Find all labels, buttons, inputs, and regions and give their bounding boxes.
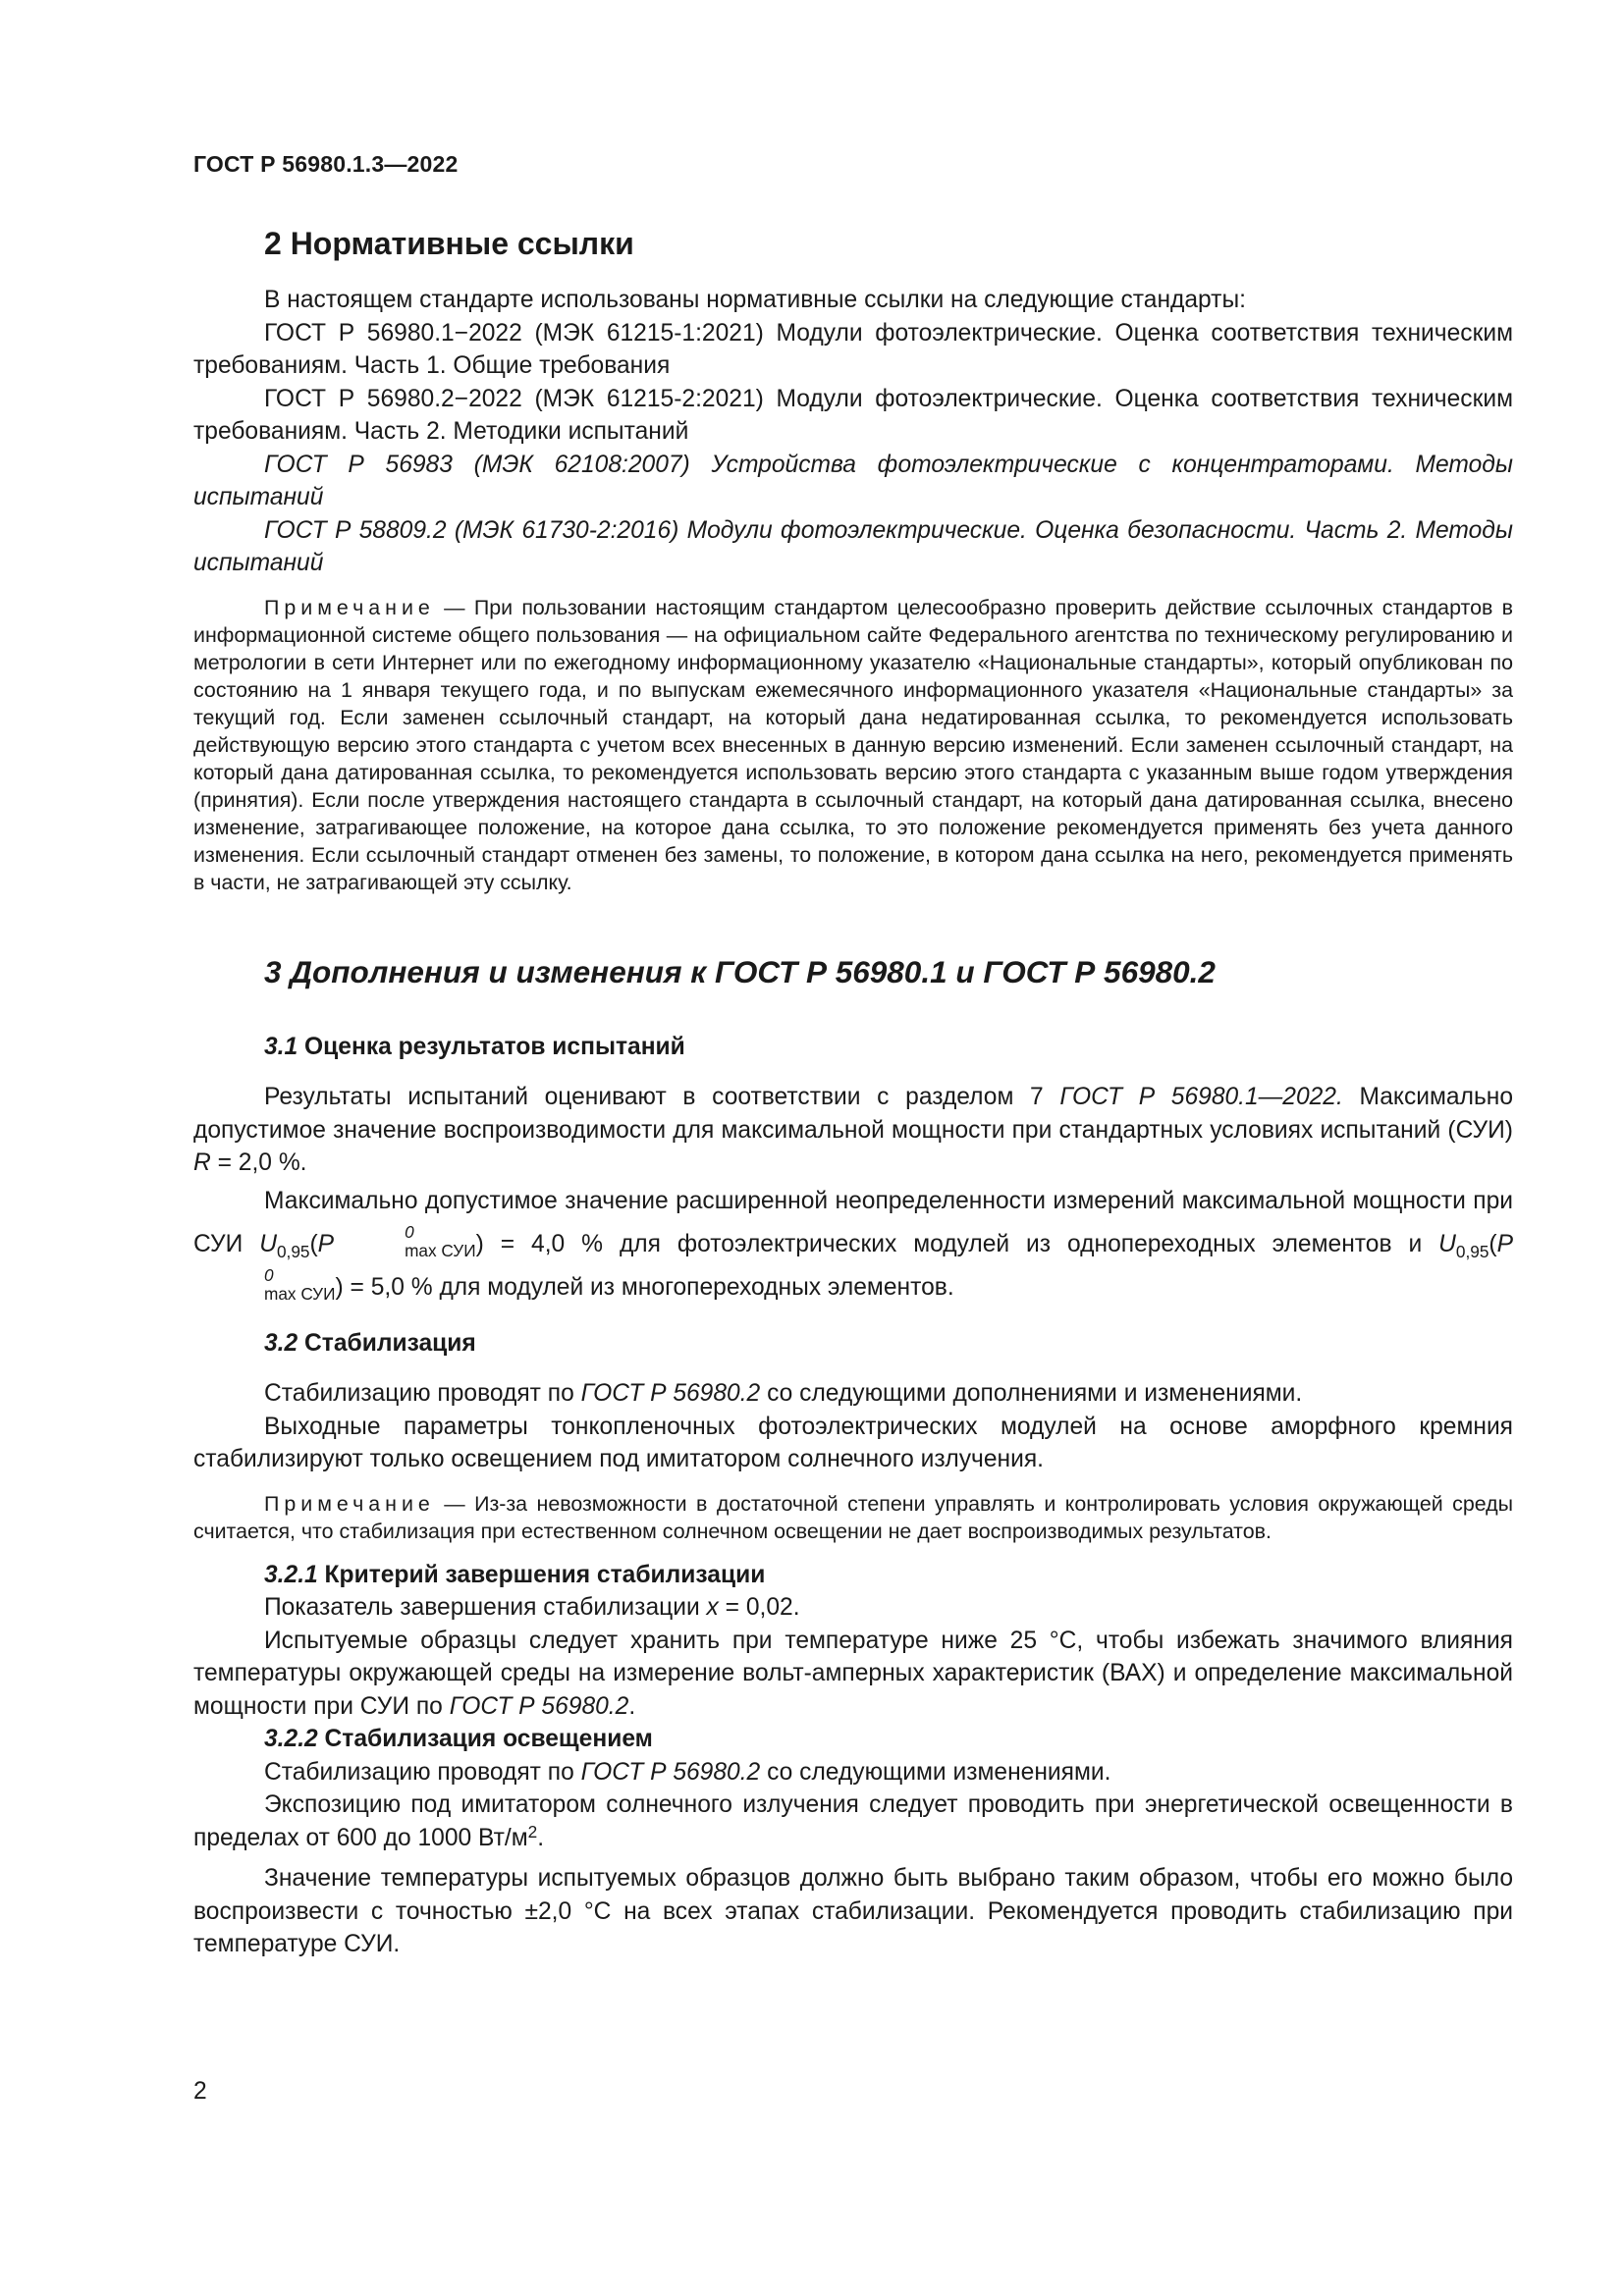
text-run: со следующими дополнениями и изменениями. — [760, 1380, 1303, 1408]
note-label: Примечание — [264, 1491, 435, 1516]
superscript: 2 — [527, 1821, 538, 1842]
subsection-number: 3.2.1 — [264, 1561, 318, 1588]
text-run: . — [537, 1824, 545, 1851]
subsection-3-1-paragraph — [193, 1081, 1513, 1180]
normative-reference: ГОСТ Р 56983 (МЭК 62108:2007) Устройства фотоэлектрические с концентраторами. Методы испытаний — [193, 451, 1513, 510]
subsection-number: 3.2.2 — [264, 1726, 318, 1753]
subsection-3-2-2-heading — [193, 1723, 1513, 1756]
subsection-title: Стабилизация — [304, 1329, 476, 1357]
page-number: 2 — [193, 2078, 207, 2105]
standard-reference: ГОСТ Р 56980.2 — [449, 1692, 629, 1720]
section-2-intro: В настоящем стандарте использованы нормативные ссылки на следующие стандарты: — [264, 287, 1246, 313]
text-run: = 4,0 % для фотоэлектрических модулей из однопереходных элементов и — [483, 1230, 1439, 1257]
subsection-3-2-2-paragraph: Значение температуры испытуемых образцов должно быть выбрано таким образом, чтобы его можно было воспроизвести с точностью ±2,0 °С на всех этапах стабилизации. Рекомендуется проводить стабилизацию при температуре СУИ. — [193, 1865, 1513, 1958]
note-text: — При пользовании настоящим стандартом целесообразно проверить действие ссылочных стандартов в информационной системе общего пользования — на официальном сайте Федерального агентства по техническому регулированию и метрологии в сети Интернет или по ежегодному информационному указателю «Национальные стандарты», который опубликован по состоянию на 1 января текущего года, и по выпускам ежемесячного информационного указателя «Национальные стандарты» за текущий год. Если заменен ссылочный стандарт, на который дана недатированная ссылка, то рекомендуется использовать действующую версию этого стандарта с учетом всех внесенных в данную версию изменений. Если заменен ссылочный стандарт, на который дана датированная ссылка, то рекомендуется использовать версию этого стандарта с указанным выше годом утверждения (принятия). Если после утверждения настоящего стандарта в ссылочный стандарт, на который дана датированная ссылка, внесено изменение, затрагивающее положение, на которое дана ссылка, то это положение рекомендуется применять без учета данного изменения. Если ссылочный стандарт отменен без замены, то положение, в котором дана ссылка на него, рекомендуется применять в части, не затрагивающей эту ссылку. — [193, 595, 1513, 895]
variable: R — [193, 1149, 211, 1177]
text-run: Показатель завершения стабилизации — [264, 1594, 707, 1622]
subsection-number: 3.2 — [264, 1329, 298, 1357]
subsection-3-2-2-paragraph — [193, 1789, 1513, 1854]
normative-reference: ГОСТ Р 56980.1−2022 (МЭК 61215-1:2021) Модули фотоэлектрические. Оценка соответствия техническим требованиям. Часть 1. Общие требования — [193, 319, 1513, 379]
subsection-3-2-1-heading — [193, 1559, 1513, 1592]
sup-sub-stack — [193, 1267, 336, 1302]
text-run: Стабилизацию проводят по — [264, 1758, 581, 1786]
text-run: со следующими изменениями. — [760, 1758, 1111, 1786]
subsection-title: Оценка результатов испытаний — [304, 1033, 685, 1060]
subsection-title: Стабилизация освещением — [324, 1726, 653, 1753]
variable: P — [1496, 1230, 1514, 1257]
subsection-3-1-uncertainty: Максимально допустимое значение расширенной неопределенности измерений максимальной мощности при СУИ $U_{0,95}(P$ 0 max СУИ ) = 4,0 % для фотоэлектрических модулей из однопереходных элементов и $U_{0,95}(P$ 0 max СУИ ) = 5,0 % для модулей из многопереходных элементов. — [193, 1187, 1514, 1304]
subscript: max СУИ — [405, 1240, 476, 1260]
variable: U — [259, 1230, 277, 1257]
text-run: Максимально допустимое значение воспроизводимости для максимальной мощности при стандартных условиях испытаний (СУИ) — [193, 1084, 1514, 1144]
subsection-title: Критерий завершения стабилизации — [324, 1561, 766, 1588]
subsection-3-2-note — [193, 1490, 1513, 1545]
variable: P — [317, 1230, 335, 1257]
note-text: — Из-за невозможности в достаточной степени управлять и контролировать условия окружающей среды считается, что стабилизация при естественном солнечном освещении не дает воспроизводимых результатов. — [193, 1491, 1513, 1543]
text-run: = 2,0 %. — [210, 1149, 307, 1177]
sup-sub-stack — [334, 1224, 476, 1258]
section-3-heading: 3 Дополнения и изменения к ГОСТ Р 56980.1 и ГОСТ Р 56980.2 — [264, 953, 1216, 989]
subscript: 0,95 — [1455, 1241, 1489, 1261]
subsection-number: 3.1 — [264, 1033, 298, 1060]
text-run: Экспозицию под имитатором солнечного излучения следует проводить при энергетической освещенности в пределах от 600 до 1000 Вт/м — [193, 1791, 1513, 1851]
text-run: Стабилизацию проводят по — [264, 1380, 581, 1408]
subsection-3-1-heading — [193, 1031, 1513, 1064]
subscript: 0,95 — [276, 1241, 310, 1261]
document-header: ГОСТ Р 56980.1.3—2022 — [193, 151, 459, 177]
subscript: max СУИ — [264, 1283, 336, 1304]
subsection-3-2-paragraph — [193, 1377, 1513, 1411]
standard-reference: ГОСТ Р 56980.1—2022. — [1059, 1084, 1343, 1111]
standard-reference: ГОСТ Р 56980.2 — [580, 1758, 761, 1786]
subsection-3-2-1-paragraph — [193, 1591, 1513, 1625]
superscript: 0 — [405, 1222, 414, 1243]
note-label: Примечание — [264, 595, 435, 619]
text-run: . — [628, 1692, 636, 1720]
text-run: Результаты испытаний оценивают в соответствии с разделом 7 — [264, 1084, 1060, 1111]
subsection-3-2-paragraph: Выходные параметры тонкопленочных фотоэлектрических модулей на основе аморфного кремния стабилизируют только освещением под имитатором солнечного излучения. — [193, 1413, 1513, 1473]
text-run: Максимально допустимое значение расширенной неопределенности измерений максимальной мощности при СУИ — [193, 1187, 1513, 1257]
variable: x — [706, 1594, 719, 1622]
subsection-3-2-1-paragraph — [193, 1625, 1513, 1724]
document-body — [193, 224, 1513, 1961]
section-2-heading: 2 Нормативные ссылки — [264, 226, 634, 261]
subsection-3-2-2-paragraph — [193, 1756, 1513, 1789]
text-run: Испытуемые образцы следует хранить при температуре ниже 25 °С, чтобы избежать значимого влияния температуры окружающей среды на измерение вольт-амперных характеристик (ВАХ) и определение максимальной мощности при СУИ по — [193, 1627, 1513, 1720]
variable: U — [1438, 1230, 1456, 1257]
text-run: = 5,0 % для модулей из многопереходных элементов. — [343, 1273, 954, 1301]
superscript: 0 — [264, 1265, 274, 1286]
subsection-3-2-heading — [193, 1327, 1513, 1361]
text-run: = 0,02. — [718, 1594, 800, 1622]
normative-reference: ГОСТ Р 56980.2−2022 (МЭК 61215-2:2021) Модули фотоэлектрические. Оценка соответствия техническим требованиям. Часть 2. Методики испытаний — [193, 385, 1513, 445]
standard-reference: ГОСТ Р 56980.2 — [580, 1380, 761, 1408]
section-2-note — [193, 594, 1513, 897]
normative-reference: ГОСТ Р 58809.2 (МЭК 61730-2:2016) Модули фотоэлектрические. Оценка безопасности. Часть 2. Методы испытаний — [193, 516, 1513, 576]
